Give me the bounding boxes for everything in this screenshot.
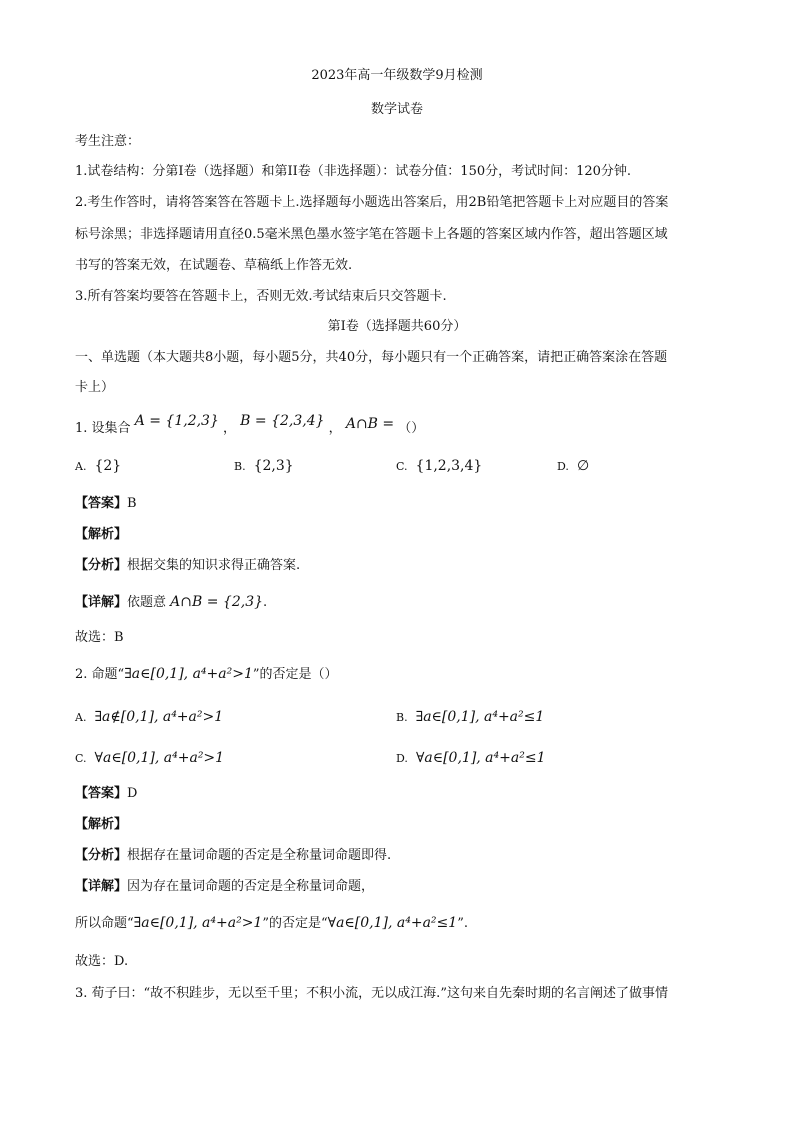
q1-answer: 【答案】B — [75, 496, 137, 511]
q1-option-a: A. {2} — [75, 458, 122, 474]
notice-item: 1.试卷结构：分第Ⅰ卷（选择题）和第ⅠⅠ卷（非选择题）：试卷分值：150分，考试时间：120分钟. — [75, 164, 632, 179]
q1-set-b: B = {2,3,4} — [240, 413, 325, 429]
q1-set-a: A = {1,2,3} — [134, 413, 219, 429]
question-2: 2. 命题“∃a∈[0,1], a⁴+a²>1”的否定是（） — [75, 666, 338, 682]
notice-heading: 考生注意： — [75, 134, 141, 149]
section-heading-cont: 卡上） — [75, 380, 115, 395]
q1-expr: A∩B = — [345, 416, 395, 432]
question-3: 3. 荀子曰：“故不积跬步，无以至千里；不积小流，无以成江海.”这句来自先秦时期的名言阐述了做事情 — [75, 986, 668, 1001]
q1-option-d: D. ∅ — [557, 458, 590, 474]
question-1 — [75, 413, 425, 439]
notice-item: 2.考生作答时，请将答案答在答题卡上.选择题每小题选出答案后，用2B铅笔把答题卡上对应题目的答案 — [75, 195, 669, 210]
q1-jiexi: 【解析】 — [75, 527, 128, 542]
q1-prefix: 1. 设集合 — [75, 421, 131, 436]
notice-item: 标号涂黑；非选择题请用直径0.5毫米黑色墨水签字笔在答题卡上各题的答案区域内作答，超出答题区域 — [75, 227, 668, 242]
q2-option-c: C. ∀a∈[0,1], a⁴+a²>1 — [75, 750, 225, 766]
exam-title: 2023年高一年级数学9月检测 — [311, 68, 483, 83]
notice-item: 3.所有答案均要答在答题卡上，否则无效.考试结束后只交答题卡. — [75, 289, 447, 304]
q2-option-a: A. ∃a∉[0,1], a⁴+a²>1 — [75, 709, 224, 725]
q2-option-b: B. ∃a∈[0,1], a⁴+a²≤1 — [396, 709, 545, 725]
q2-fenxi: 【分析】根据存在量词命题的否定是全称量词命题即得. — [75, 848, 392, 863]
q1-xiangjie: 【详解】依题意 A∩B = {2,3}. — [75, 594, 268, 610]
part-title: 第Ⅰ卷（选择题共60分） — [327, 319, 467, 334]
section-heading: 一、单选题（本大题共8小题，每小题5分，共40分，每小题只有一个正确答案，请把正确答案涂在答题 — [75, 350, 668, 365]
q2-proposition: ∃a∈[0,1], a⁴+a²>1 — [124, 666, 253, 682]
q1-sep: ， — [328, 421, 342, 436]
q2-answer: 【答案】D — [75, 786, 138, 801]
q2-xiangjie-line2: 所以命题“∃a∈[0,1], a⁴+a²>1”的否定是“∀a∈[0,1], a⁴+a²≤1”. — [75, 915, 468, 931]
q1-suffix: （） — [398, 421, 425, 436]
q1-fenxi: 【分析】根据交集的知识求得正确答案. — [75, 558, 301, 573]
q1-sep: ， — [223, 421, 237, 436]
q2-option-d: D. ∀a∈[0,1], a⁴+a²≤1 — [396, 750, 546, 766]
notice-item: 书写的答案无效，在试题卷、草稿纸上作答无效. — [75, 258, 353, 273]
q2-conclusion: 故选：D. — [75, 954, 129, 969]
q1-conclusion: 故选：B — [75, 630, 124, 645]
q1-option-b: B. {2,3} — [234, 458, 294, 474]
exam-subtitle: 数学试卷 — [370, 102, 423, 117]
q2-xiangjie: 【详解】因为存在量词命题的否定是全称量词命题， — [75, 879, 375, 894]
q1-option-c: C. {1,2,3,4} — [396, 458, 483, 474]
q2-jiexi: 【解析】 — [75, 817, 128, 832]
